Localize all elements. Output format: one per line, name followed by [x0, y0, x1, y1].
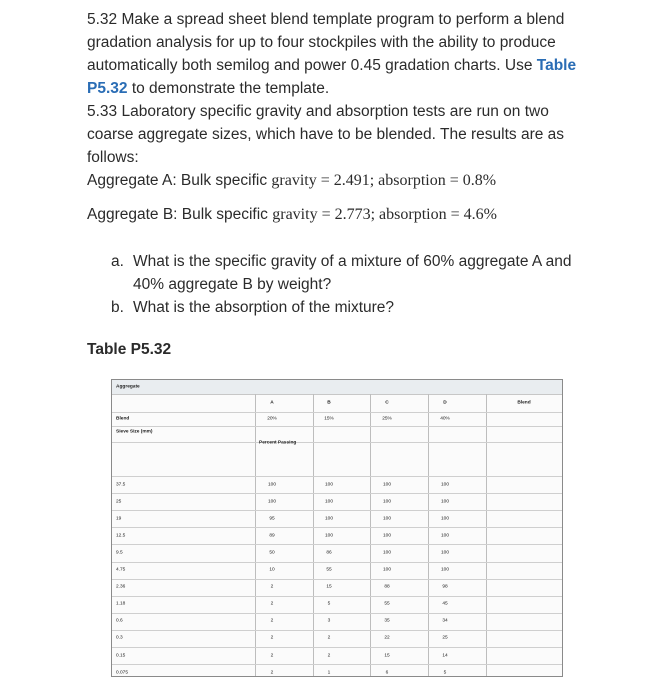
- table-column-divider: [486, 394, 487, 676]
- percent-passing-cell: 100: [440, 516, 450, 522]
- table-row-divider: [112, 426, 562, 427]
- question-text: What is the specific gravity of a mixture of 60% aggregate A and 40% aggregate B by weight?: [133, 253, 572, 293]
- percent-passing-header: Percent Passing: [259, 440, 297, 446]
- sieve-size-cell: 0.15: [116, 653, 126, 659]
- percent-passing-cell: 100: [382, 482, 392, 488]
- problem-5-32-text: 5.32 Make a spread sheet blend template program to perform a blend gradation analysis for up to four stockpiles with the ability to produce automatically both semilog and power 0.45 gradation charts. Use: [87, 11, 565, 74]
- table-column-divider: [313, 394, 314, 676]
- percent-passing-cell: 25: [442, 635, 448, 641]
- table-row-divider: [112, 613, 562, 614]
- percent-passing-cell: 2: [270, 653, 274, 659]
- table-row-divider: [112, 510, 562, 511]
- percent-passing-cell: 100: [440, 550, 450, 556]
- sieve-size-cell: 1.18: [116, 601, 126, 607]
- table-row-divider: [112, 596, 562, 597]
- problem-5-33: 5.33 Laboratory specific gravity and absorption tests are run on two coarse aggregate sizes, which have to be blended. The results are as follows:: [87, 103, 565, 166]
- percent-passing-cell: 2: [270, 618, 274, 624]
- percent-passing-cell: 100: [324, 499, 334, 505]
- percent-passing-cell: 2: [327, 635, 331, 641]
- percent-passing-cell: 2: [270, 601, 274, 607]
- problem-text: [87, 8, 597, 226]
- percent-passing-cell: 100: [382, 533, 392, 539]
- percent-passing-cell: 34: [442, 618, 448, 624]
- percent-passing-cell: 2: [270, 584, 274, 590]
- percent-passing-cell: 100: [324, 533, 334, 539]
- percent-passing-cell: 55: [326, 567, 332, 573]
- percent-passing-cell: 2: [270, 670, 274, 676]
- percent-passing-cell: 100: [382, 499, 392, 505]
- problem-5-32-tail: to demonstrate the template.: [127, 80, 330, 97]
- percent-passing-cell: 6: [385, 670, 389, 676]
- problem-5-32: [87, 8, 597, 100]
- aggregate-b-line: [87, 203, 597, 226]
- table-caption: Table P5.32: [87, 341, 172, 358]
- blend-label: Blend: [116, 416, 130, 422]
- gradation-table: [111, 379, 563, 677]
- table-p5-32-link[interactable]: Table P5.32: [87, 57, 577, 97]
- percent-passing-cell: 100: [440, 499, 450, 505]
- percent-passing-cell: 15: [384, 653, 390, 659]
- blend-percent: 40%: [440, 416, 450, 422]
- sieve-size-cell: 4.75: [116, 567, 126, 573]
- percent-passing-cell: 95: [269, 516, 275, 522]
- table-row-divider: [112, 442, 562, 443]
- sieve-size-cell: 0.6: [116, 618, 123, 624]
- percent-passing-cell: 5: [443, 670, 447, 676]
- table-title-band: [112, 380, 562, 395]
- percent-passing-cell: 15: [326, 584, 332, 590]
- percent-passing-cell: 55: [384, 601, 390, 607]
- sieve-size-cell: 0.075: [116, 670, 129, 676]
- sieve-size-cell: 25: [116, 499, 122, 505]
- percent-passing-cell: 100: [382, 516, 392, 522]
- question-b: [111, 296, 591, 319]
- percent-passing-cell: 100: [324, 482, 334, 488]
- sieve-size-cell: 19: [116, 516, 122, 522]
- percent-passing-cell: 88: [384, 584, 390, 590]
- aggregate-a-prefix: Aggregate A: Bulk specific: [87, 172, 272, 189]
- percent-passing-cell: 100: [267, 482, 277, 488]
- table-row-divider: [112, 647, 562, 648]
- aggregate-a-values: gravity = 2.491; absorption = 0.8%: [271, 172, 497, 189]
- table-row-divider: [112, 476, 562, 477]
- percent-passing-cell: 100: [440, 533, 450, 539]
- percent-passing-cell: 100: [440, 567, 450, 573]
- table-row-divider: [112, 544, 562, 545]
- table-row-divider: [112, 412, 562, 413]
- table-row-divider: [112, 493, 562, 494]
- question-text: What is the absorption of the mixture?: [133, 299, 395, 316]
- percent-passing-cell: 5: [327, 601, 331, 607]
- percent-passing-cell: 100: [382, 550, 392, 556]
- percent-passing-cell: 2: [270, 635, 274, 641]
- column-header: C: [385, 400, 389, 406]
- table-column-divider: [370, 394, 371, 676]
- question-list: [111, 250, 591, 319]
- sieve-size-cell: 37.5: [116, 482, 126, 488]
- table-row-divider: [112, 579, 562, 580]
- question-letter: a.: [111, 253, 124, 270]
- aggregate-header: Aggregate: [116, 384, 140, 390]
- percent-passing-cell: 2: [327, 653, 331, 659]
- percent-passing-cell: 35: [384, 618, 390, 624]
- column-header: D: [443, 400, 447, 406]
- percent-passing-cell: 86: [326, 550, 332, 556]
- table-row-divider: [112, 527, 562, 528]
- sieve-size-cell: 0.3: [116, 635, 123, 641]
- percent-passing-cell: 10: [269, 567, 275, 573]
- table-row-divider: [112, 664, 562, 665]
- percent-passing-cell: 3: [327, 618, 331, 624]
- percent-passing-cell: 89: [269, 533, 275, 539]
- sieve-size-header: Sieve Size (mm): [116, 429, 153, 435]
- percent-passing-cell: 14: [442, 653, 448, 659]
- question-letter: b.: [111, 299, 124, 316]
- percent-passing-cell: 45: [442, 601, 448, 607]
- blend-percent: 20%: [267, 416, 277, 422]
- table-row-divider: [112, 630, 562, 631]
- blend-percent: 25%: [382, 416, 392, 422]
- question-a: [111, 250, 591, 296]
- percent-passing-cell: 1: [327, 670, 331, 676]
- percent-passing-cell: 100: [440, 482, 450, 488]
- table-row-divider: [112, 562, 562, 563]
- percent-passing-cell: 100: [324, 516, 334, 522]
- column-header: B: [327, 400, 331, 406]
- aggregate-b-values: gravity = 2.773; absorption = 4.6%: [272, 206, 497, 223]
- table-column-divider: [255, 394, 256, 676]
- blend-percent: 15%: [324, 416, 334, 422]
- percent-passing-cell: 100: [382, 567, 392, 573]
- column-header: A: [270, 400, 274, 406]
- aggregate-b-prefix: Aggregate B: Bulk specific: [87, 206, 273, 223]
- sieve-size-cell: 2.36: [116, 584, 126, 590]
- sieve-size-cell: 9.5: [116, 550, 123, 556]
- percent-passing-cell: 100: [267, 499, 277, 505]
- column-header: Blend: [517, 400, 531, 406]
- percent-passing-cell: 50: [269, 550, 275, 556]
- percent-passing-cell: 22: [384, 635, 390, 641]
- percent-passing-cell: 98: [442, 584, 448, 590]
- table-column-divider: [428, 394, 429, 676]
- sieve-size-cell: 12.5: [116, 533, 126, 539]
- aggregate-a-line: [87, 169, 597, 192]
